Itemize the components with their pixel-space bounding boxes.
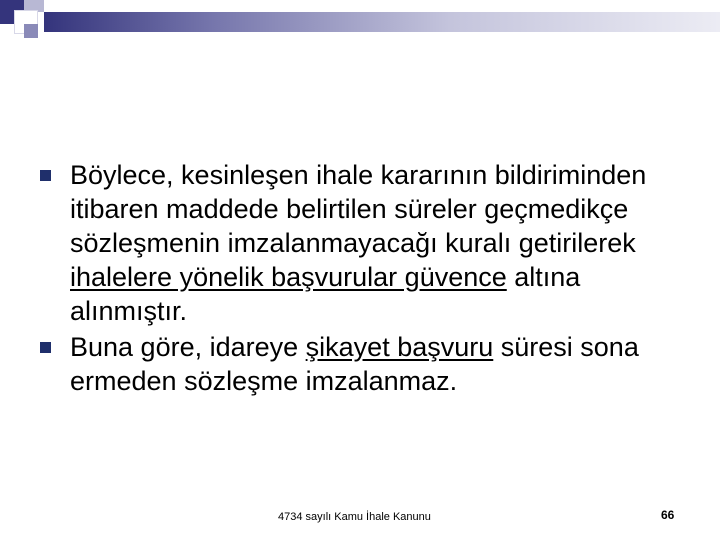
bullet-text-2-part-3: süresi sona ermeden sözleşme imzalanmaz. bbox=[70, 332, 639, 396]
bullet-list bbox=[40, 158, 700, 400]
bullet-text-1-underlined: ihalelere yönelik başvurular güvence bbox=[70, 262, 507, 292]
bullet-text-1-part-1: Böylece, kesinleşen ihale kararının bildiriminden itibaren maddede belirtilen süreler geçmedikçe sözleşmenin imzalanmayacağı kuralı getirilerek bbox=[70, 160, 647, 258]
page-number: 66 bbox=[661, 508, 675, 522]
bullet-item-1 bbox=[40, 158, 700, 328]
square-bullet-icon bbox=[40, 342, 51, 353]
corner-square-mid bbox=[24, 24, 38, 38]
header-gradient-bar bbox=[44, 12, 720, 32]
bullet-text-2-part-1: Buna göre, idareye bbox=[70, 332, 306, 362]
square-bullet-icon bbox=[40, 170, 51, 181]
footer-law-name: 4734 sayılı Kamu İhale Kanunu bbox=[278, 511, 431, 523]
bullet-item-2 bbox=[40, 330, 700, 398]
bullet-text-1-part-3: altına alınmıştır. bbox=[70, 262, 581, 326]
bullet-text-2-underlined: şikayet başvuru bbox=[305, 332, 494, 362]
